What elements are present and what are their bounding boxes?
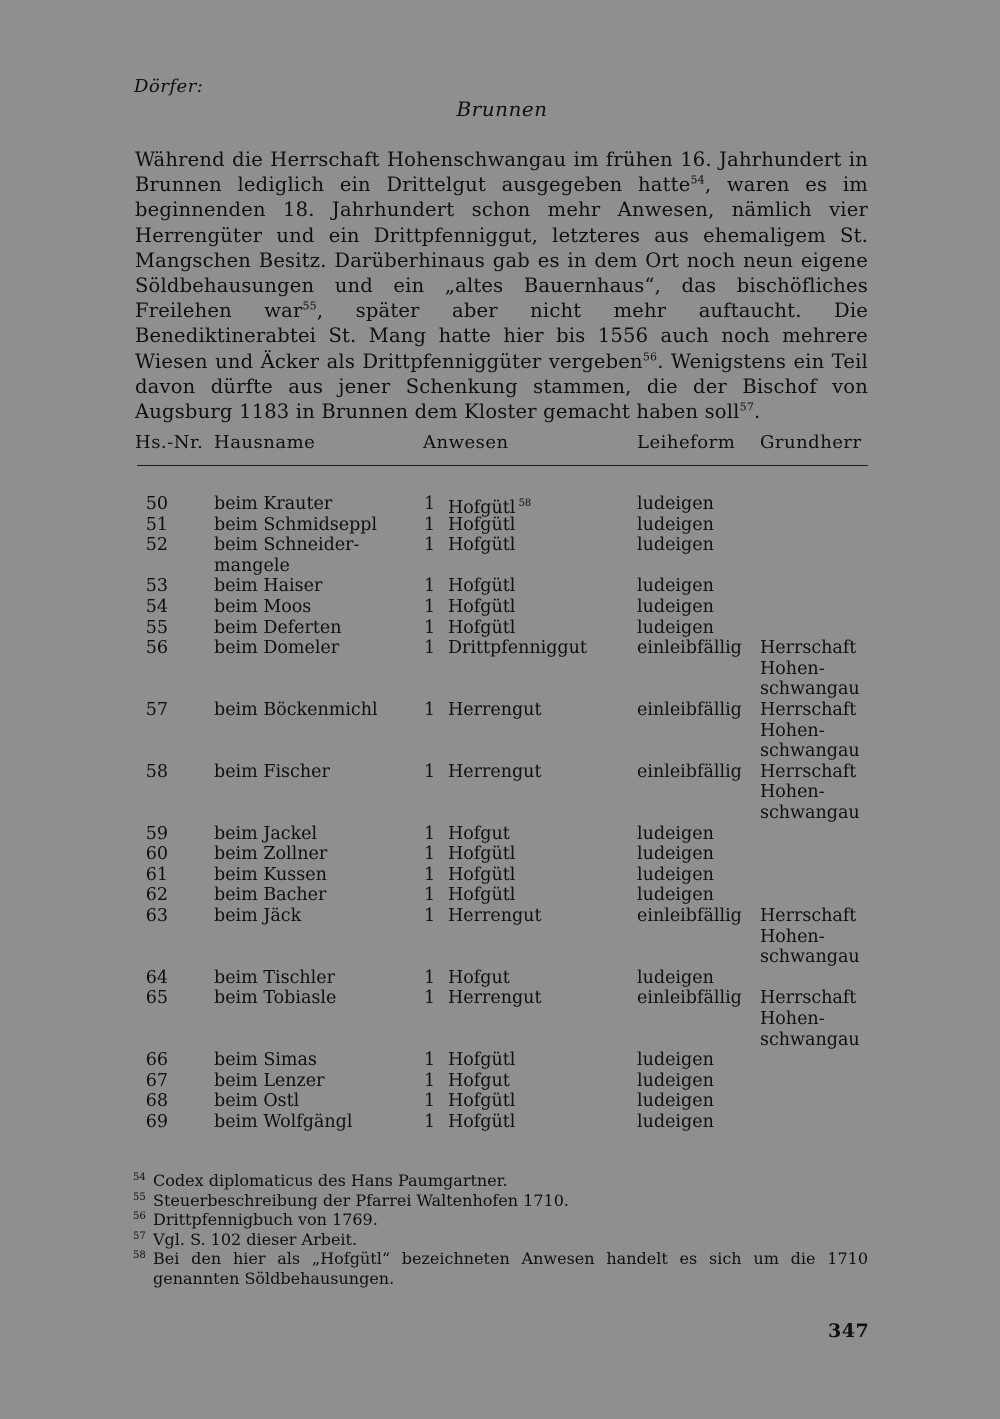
cell-leiheform: ludeigen [637,1070,714,1091]
cell-anwesen: Herrengut [448,988,542,1009]
cell-hs-nr: 68 [145,1091,168,1112]
footnote [133,1210,868,1230]
cell-leiheform: ludeigen [637,1050,714,1071]
cell-anwesen: Hofgütl $^{58}$ [448,497,532,518]
cell-hs-nr: 63 [145,905,168,926]
cell-hausname: beim Simas [214,1050,317,1071]
cell-leiheform: einleibfällig [637,988,742,1009]
cell-count: 1 [424,1070,436,1091]
table-row [0,988,1000,1050]
cell-leiheform: ludeigen [637,596,714,617]
cell-anwesen: Hofgut [448,823,510,844]
cell-leiheform: ludeigen [637,535,714,556]
cell-hs-nr: 53 [145,576,168,597]
cell-anwesen: Hofgut [448,1070,510,1091]
page-title: Brunnen [456,97,548,121]
cell-hausname: beim Krauter [214,494,333,514]
cell-grundherr: Herrschaft Hohen- schwangau [760,638,860,700]
cell-count: 1 [424,638,436,659]
paragraph-text: , später aber nicht mehr auftaucht. Die Benediktinerabtei St. Mang hatte hier bis 1556 auch noch mehrere Wiesen und Äcker als Drittpfenniggüter vergeben [135,299,869,373]
table-row [0,865,1000,886]
cell-grundherr: Herrschaft Hohen- schwangau [760,699,860,762]
table-row [0,494,1000,518]
cell-hausname: beim Tobiasle [214,988,337,1009]
cell-grundherr: Herrschaft Hohen- schwangau [760,988,860,1050]
footnote-number: 55 [133,1191,146,1203]
cell-anwesen: Herrengut [448,699,542,720]
footnote [133,1171,868,1191]
cell-anwesen: Hofgütl [448,617,516,638]
cell-count: 1 [424,576,436,597]
cell-hs-nr: 67 [145,1070,168,1091]
table-row [0,515,1000,536]
cell-hs-nr: 52 [145,535,168,556]
cell-count: 1 [424,988,436,1009]
cell-leiheform: ludeigen [637,576,714,597]
cell-hs-nr: 58 [145,761,168,782]
footnote-text: Steuerbeschreibung der Pfarrei Waltenhofen 1710. [153,1190,569,1210]
cell-count: 1 [424,514,436,535]
cell-hausname: beim Kussen [214,864,327,885]
table-body [0,494,1000,1132]
paragraph-text: Während die Herrschaft Hohenschwangau im frühen 16. Jahrhundert in Brunnen lediglich ein Drittelgut ausgegeben hatte [135,148,868,197]
cell-count: 1 [424,535,436,556]
footnote [133,1191,868,1211]
page-number: 347 [828,1320,870,1342]
cell-count: 1 [424,823,436,844]
paragraph-text: . [754,400,761,424]
table-row [0,1112,1000,1133]
cell-anwesen: Hofgütl [448,1091,516,1112]
header-hs-nr: Hs.-Nr. [135,432,204,453]
cell-hausname: beim Böckenmichl [214,699,378,720]
cell-hs-nr: 66 [145,1050,168,1071]
cell-hs-nr: 57 [145,699,168,720]
table-row [0,885,1000,906]
cell-hs-nr: 64 [145,967,168,988]
cell-hausname: beim Schmidseppl [214,514,378,535]
header-grundherr: Grundherr [760,432,862,453]
table-row [0,1071,1000,1092]
table-row [0,906,1000,968]
cell-count: 1 [424,699,436,720]
cell-hs-nr: 59 [145,823,168,844]
footnote-ref: 58 [515,498,532,509]
cell-count: 1 [424,596,436,617]
cell-grundherr: Herrschaft Hohen- schwangau [760,905,860,968]
table-row [0,618,1000,639]
cell-hs-nr: 55 [145,617,168,638]
cell-leiheform: ludeigen [637,864,714,885]
table-row [0,1091,1000,1112]
footnote-ref: 54 [690,173,705,187]
cell-count: 1 [424,905,436,926]
cell-count: 1 [424,494,436,514]
cell-hausname: beim Deferten [214,617,342,638]
cell-anwesen: Hofgütl [448,885,516,906]
cell-hs-nr: 61 [145,864,168,885]
table-row [0,535,1000,576]
footnote-number: 58 [133,1250,146,1262]
footnote-text: Bei den hier als „Hofgütl“ bezeichneten Anwesen handelt es sich um die 1710 genannten Söldbehausungen. [153,1249,868,1288]
cell-hs-nr: 69 [145,1111,168,1132]
table-row [0,824,1000,845]
cell-hs-nr: 56 [145,638,168,659]
cell-count: 1 [424,885,436,906]
footnote [133,1230,868,1250]
table-row [0,597,1000,618]
cell-count: 1 [424,617,436,638]
table-row [0,844,1000,865]
cell-hausname: beim Bacher [214,885,327,906]
paragraph-text: . Wenigstens ein Teil davon dürfte aus jener Schenkung stammen, die der Bischof von Augsburg 1183 in Brunnen dem Kloster gemacht haben soll [135,349,868,424]
cell-anwesen: Herrengut [448,905,542,926]
cell-leiheform: einleibfällig [637,761,742,782]
cell-leiheform: ludeigen [637,617,714,638]
cell-hausname: beim Schneider- mangele [214,535,360,576]
cell-anwesen: Herrengut [448,761,542,782]
cell-count: 1 [424,1050,436,1071]
cell-hausname: beim Jackel [214,823,318,844]
cell-anwesen: Hofgütl [448,576,516,597]
cell-anwesen: Hofgütl [448,1050,516,1071]
footnote-ref: 57 [739,400,755,414]
cell-hs-nr: 54 [145,596,168,617]
table-header [0,432,1000,462]
footnotes [133,1171,868,1289]
cell-leiheform: einleibfällig [637,638,742,659]
footnote [133,1249,868,1288]
cell-anwesen: Hofgütl [448,1111,516,1132]
cell-count: 1 [424,967,436,988]
cell-leiheform: ludeigen [637,885,714,906]
cell-leiheform: ludeigen [637,494,714,514]
table-row [0,700,1000,762]
footnote-ref: 56 [642,350,658,364]
footnote-text: Codex diplomaticus des Hans Paumgartner. [153,1171,508,1190]
cell-hausname: beim Jäck [214,905,302,926]
table-row [0,638,1000,700]
cell-hausname: beim Domeler [214,638,340,659]
cell-anwesen: Hofgütl [448,596,516,617]
cell-count: 1 [424,761,436,782]
paragraph-text: , waren es im beginnenden 18. Jahrhundert schon mehr Anwesen, nämlich vier Herrengüter und ein Drittpfenniggut, letzteres aus ehemaligem St. Mangschen Besitz. Darüberhinaus gab es in dem Ort noch neun eigene Söldbehausungen und ein „altes Bauernhaus“, das bischöfliches Freilehen war [135,173,868,323]
cell-count: 1 [424,844,436,865]
table-row [0,762,1000,824]
cell-anwesen: Hofgütl [448,864,516,885]
cell-leiheform: ludeigen [637,1111,714,1132]
cell-hs-nr: 65 [145,988,168,1009]
header-anwesen: Anwesen [423,432,509,453]
cell-count: 1 [424,1111,436,1132]
cell-leiheform: ludeigen [637,1091,714,1112]
cell-hausname: beim Wolfgängl [214,1111,353,1132]
cell-hausname: beim Fischer [214,761,330,782]
cell-leiheform: ludeigen [637,844,714,865]
footnote-number: 56 [133,1211,146,1223]
cell-grundherr: Herrschaft Hohen- schwangau [760,761,860,823]
cell-leiheform: ludeigen [637,823,714,844]
cell-leiheform: ludeigen [637,514,714,535]
section-label: Dörfer: [134,76,204,97]
footnote-text: Vgl. S. 102 dieser Arbeit. [153,1229,358,1249]
cell-anwesen: Hofgütl [448,535,516,556]
table-row [0,968,1000,989]
body-paragraph [135,147,868,424]
cell-hs-nr: 50 [145,494,168,514]
cell-leiheform: ludeigen [637,967,714,988]
cell-anwesen: Drittpfenniggut [448,638,587,659]
cell-hs-nr: 60 [145,844,168,865]
cell-hausname: beim Ostl [214,1091,300,1112]
cell-anwesen: Hofgut [448,967,510,988]
footnote-number: 54 [133,1172,146,1183]
cell-count: 1 [424,864,436,885]
cell-leiheform: einleibfällig [637,905,742,926]
table-header-rule [137,465,868,466]
cell-hausname: beim Tischler [214,967,335,988]
header-hausname: Hausname [214,432,316,453]
cell-hausname: beim Lenzer [214,1070,325,1091]
cell-hs-nr: 51 [145,514,168,535]
cell-anwesen: Hofgütl [448,844,516,865]
cell-hs-nr: 62 [145,885,168,906]
cell-count: 1 [424,1091,436,1112]
table-row [0,576,1000,597]
footnote-ref: 55 [302,299,317,313]
cell-leiheform: einleibfällig [637,699,742,720]
cell-anwesen: Hofgütl [448,514,516,535]
footnote-text: Drittpfennigbuch von 1769. [153,1210,378,1230]
footnote-number: 57 [133,1230,146,1242]
table-row [0,1050,1000,1071]
cell-hausname: beim Zollner [214,844,328,865]
header-leiheform: Leiheform [637,432,736,453]
cell-hausname: beim Haiser [214,576,323,597]
cell-hausname: beim Moos [214,596,312,617]
